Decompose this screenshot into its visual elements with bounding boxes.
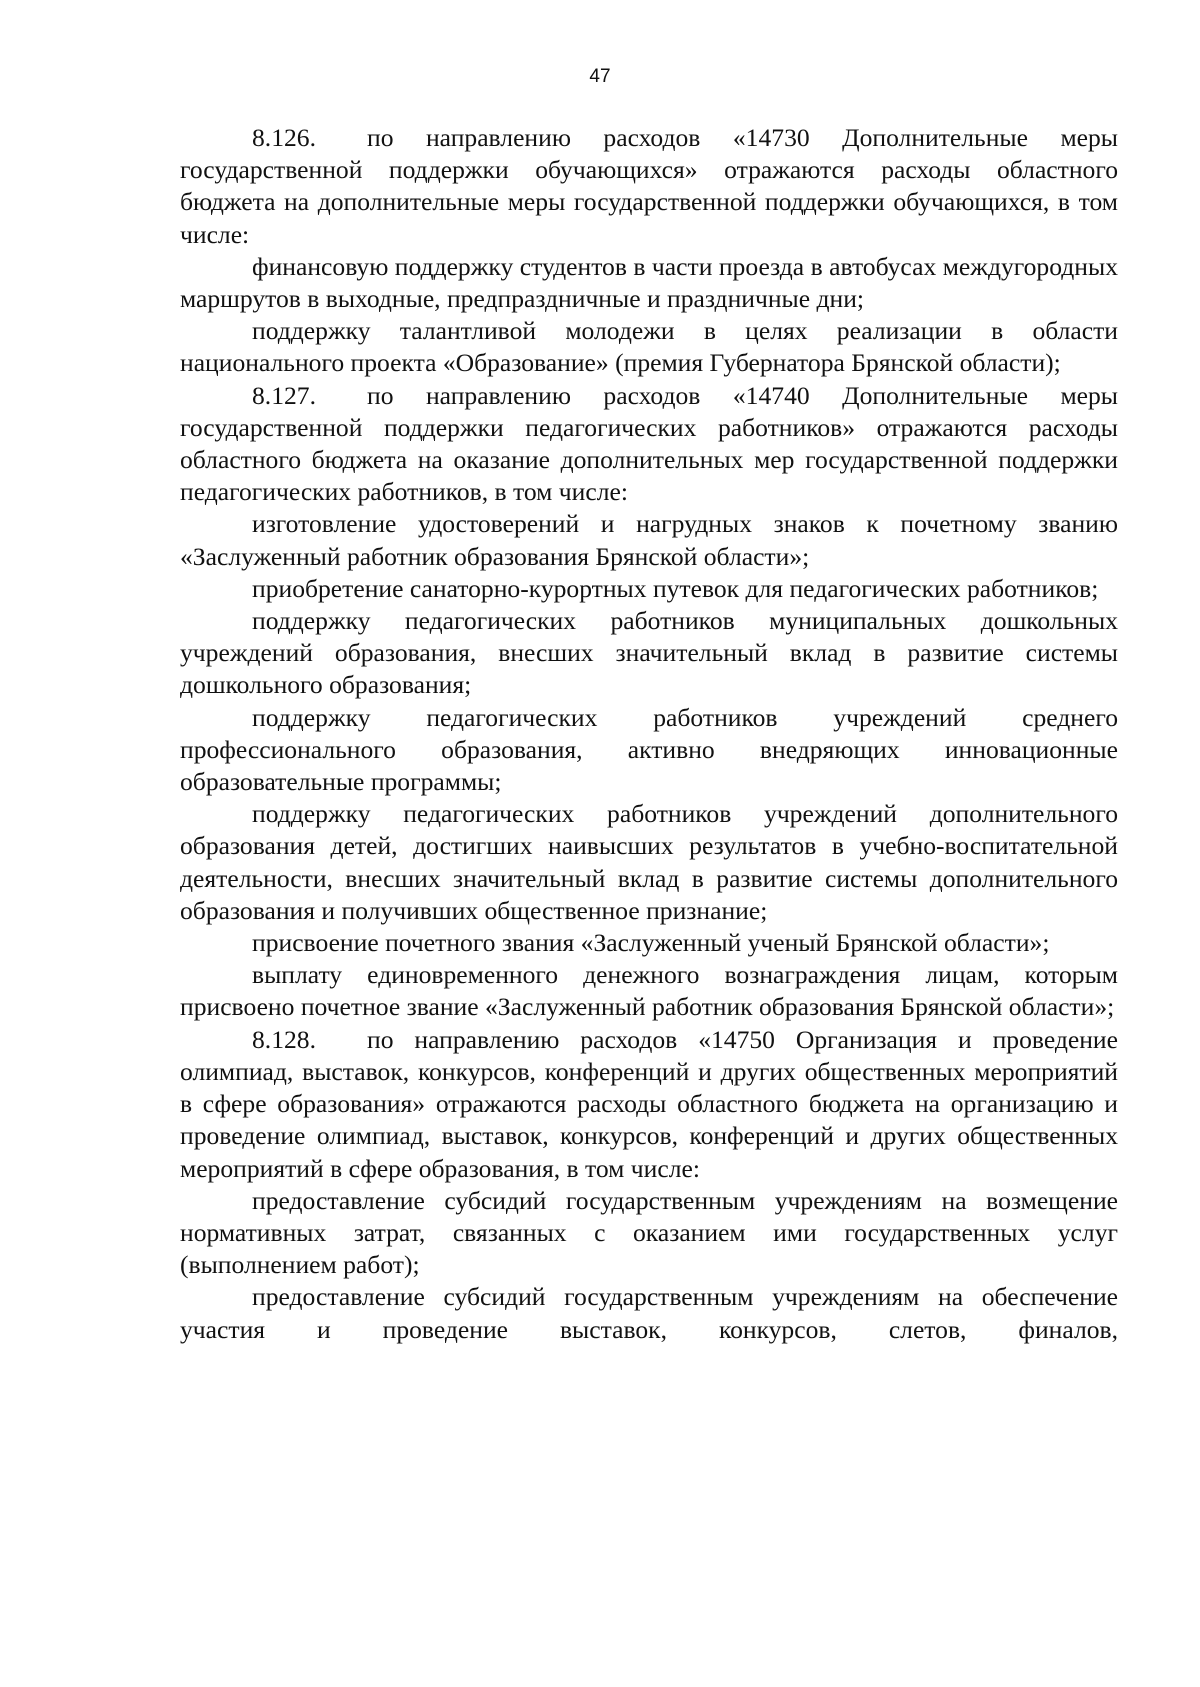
paragraph-8-127: [180, 380, 1118, 509]
paragraph-text: поддержку талантливой молодежи в целях реализации в области национального проекта «Образование» (премия Губернатора Брянской области);: [180, 316, 1118, 378]
paragraph-text: выплату единовременного денежного вознаграждения лицам, которым присвоено почетное звание «Заслуженный работник образования Брянской области»;: [180, 960, 1118, 1022]
document-body: [180, 122, 1118, 1346]
paragraph: [180, 959, 1118, 1023]
paragraph-text: поддержку педагогических работников учреждений дополнительного образования детей, достигших наивысших результатов в учебно-воспитательной деятельности, внесших значительный вклад в развитие системы дополнительного образования и получивших общественное признание;: [180, 799, 1118, 925]
paragraph: [180, 573, 1118, 605]
paragraph-text: поддержку педагогических работников учреждений среднего профессионального образования, активно внедряющих инновационные образовательные программы;: [180, 702, 1118, 797]
paragraph-text: финансовую поддержку студентов в части проезда в автобусах междугородных маршрутов в выходные, предпраздничные и праздничные дни;: [180, 251, 1118, 314]
paragraph-8-128: [180, 1024, 1118, 1185]
paragraph: [180, 702, 1118, 799]
paragraph: [180, 508, 1118, 572]
paragraph: [180, 1185, 1118, 1282]
paragraph: [180, 251, 1118, 315]
paragraph-text: предоставление субсидий государственным учреждениям на возмещение нормативных затрат, связанных с оказанием ими государственных услуг (выполнением работ);: [180, 1185, 1118, 1280]
paragraph-text: по направлению расходов «14740 Дополнительные меры государственной поддержки педагогических работников» отражаются расходы областного бюджета на оказание дополнительных мер государственной поддержки педагогических работников, в том числе:: [180, 380, 1118, 507]
paragraph-8-126: [180, 122, 1118, 251]
clause-number: 8.127.: [252, 380, 316, 410]
paragraph: [180, 927, 1118, 959]
paragraph: [180, 605, 1118, 702]
paragraph-text: предоставление субсидий государственным учреждениям на обеспечение участия и проведение выставок, конкурсов, слетов, финалов,: [180, 1282, 1118, 1344]
paragraph-text: приобретение санаторно-курортных путевок для педагогических работников;: [252, 573, 1099, 603]
paragraph-text: поддержку педагогических работников муниципальных дошкольных учреждений образования, внесших значительный вклад в развитие системы дошкольного образования;: [180, 606, 1118, 700]
paragraph: [180, 798, 1118, 927]
paragraph-text: по направлению расходов «14730 Дополнительные меры государственной поддержки обучающихся» отражаются расходы областного бюджета на дополнительные меры государственной поддержки обучающихся, в том числе:: [180, 123, 1118, 249]
page-number: 47: [589, 66, 611, 87]
paragraph-text: присвоение почетного звания «Заслуженный ученый Брянской области»;: [252, 928, 1050, 958]
paragraph: [180, 1281, 1118, 1345]
paragraph: [180, 315, 1118, 379]
clause-number: 8.128.: [252, 1024, 316, 1054]
paragraph-text: по направлению расходов «14750 Организация и проведение олимпиад, выставок, конкурсов, конференций и других общественных мероприятий в сфере образования» отражаются расходы областного бюджета на организацию и проведение олимпиад, выставок, конкурсов, конференций и других общественных мероприятий в сфере образования, в том числе:: [180, 1024, 1118, 1183]
clause-number: 8.126.: [252, 123, 316, 152]
paragraph-text: изготовление удостоверений и нагрудных знаков к почетному званию «Заслуженный работник образования Брянской области»;: [180, 509, 1118, 571]
